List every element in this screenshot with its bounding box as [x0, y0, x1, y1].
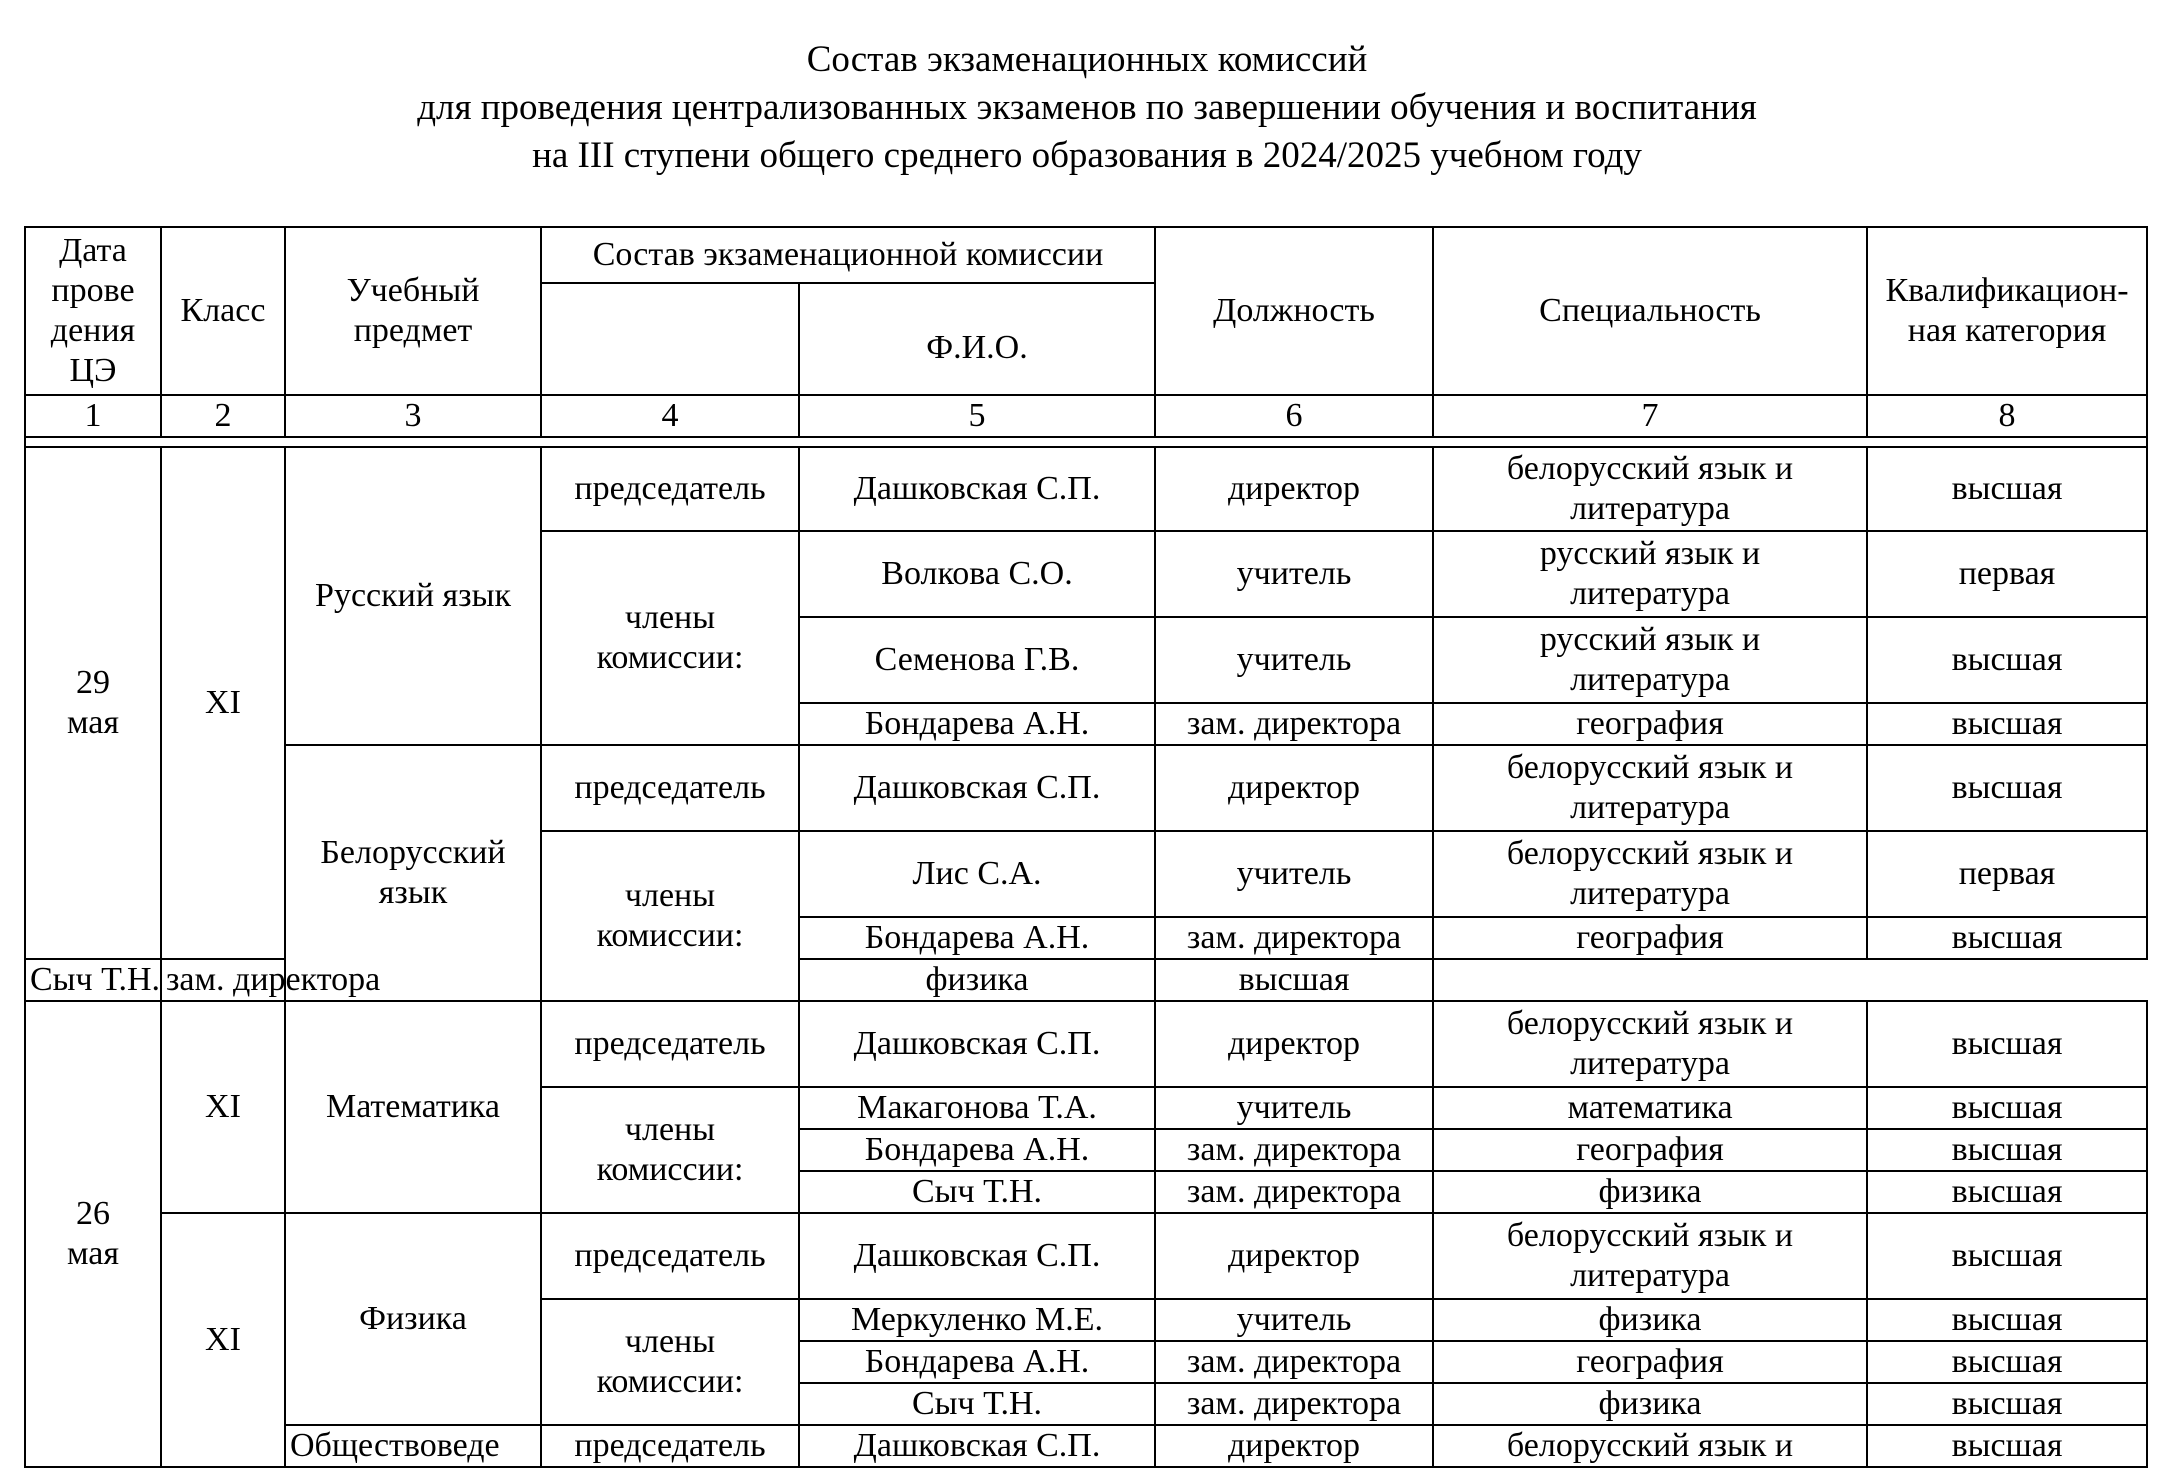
role-cell: председатель [541, 447, 799, 531]
members-label-line: члены [624, 1111, 716, 1148]
category-cell: первая [1867, 531, 2147, 617]
position-cell: учитель [1155, 1299, 1433, 1341]
category-cell: высшая [1867, 1087, 2147, 1129]
position-cell: директор [1155, 1425, 1433, 1467]
exam-date-line: мая [66, 1235, 119, 1272]
column-number: 8 [1867, 395, 2147, 437]
members-label-line: комиссии: [596, 917, 744, 954]
header-subject [285, 227, 541, 395]
specialty-cell: физика [1433, 1299, 1867, 1341]
position-cell: директор [1155, 1001, 1433, 1087]
role-cell: председатель [541, 1001, 799, 1087]
specialty-cell: белорусский язык и [1433, 1425, 1867, 1467]
category-cell: высшая [1867, 1341, 2147, 1383]
exam-date-cell [25, 447, 161, 959]
fio-cell: Сыч Т.Н. [799, 1171, 1155, 1213]
class-cell: XI [161, 1001, 285, 1213]
specialty-line: белорусский язык и [1506, 1005, 1794, 1042]
category-cell: высшая [1867, 617, 2147, 703]
header-specialty: Специальность [1433, 227, 1867, 395]
specialty-cell: физика [1433, 1171, 1867, 1213]
specialty-cell [1433, 617, 1867, 703]
members-label-line: комиссии: [596, 1151, 744, 1188]
category-cell: высшая [1867, 703, 2147, 745]
category-cell: высшая [1867, 1129, 2147, 1171]
column-numbers-row [25, 395, 2147, 437]
members-label-line: члены [624, 599, 716, 636]
specialty-cell: география [1433, 1129, 1867, 1171]
members-label-line: члены [624, 1323, 716, 1360]
fio-cell: Бондарева А.Н. [799, 703, 1155, 745]
category-cell: первая [1867, 831, 2147, 917]
specialty-line: белорусский язык и [1506, 450, 1794, 487]
specialty-line: литература [1570, 575, 1730, 612]
exam-date-cell [25, 1001, 161, 1467]
column-number: 2 [161, 395, 285, 437]
header-class: Класс [161, 227, 285, 395]
fio-cell: Дашковская С.П. [799, 745, 1155, 831]
separator-cell [25, 437, 2147, 447]
commission-row [25, 1425, 2147, 1467]
specialty-cell: физика [799, 959, 1155, 1001]
header-subject-line: предмет [353, 312, 473, 349]
position-cell: зам. директора [1155, 1341, 1433, 1383]
fio-cell: Дашковская С.П. [799, 1425, 1155, 1467]
specialty-line: белорусский язык и [1506, 1217, 1794, 1254]
header-row-1 [25, 227, 2147, 283]
role-cell: председатель [541, 1425, 799, 1467]
header-date-line: Дата [59, 232, 127, 269]
subject-cell: Обществоведе [285, 1425, 541, 1467]
column-number: 4 [541, 395, 799, 437]
position-cell: директор [1155, 1213, 1433, 1299]
category-cell: высшая [1867, 1299, 2147, 1341]
column-number: 6 [1155, 395, 1433, 437]
position-cell: зам. директора [1155, 1129, 1433, 1171]
subject-line: Белорусский [320, 834, 506, 871]
commission-row [25, 1213, 2147, 1299]
header-subject-line: Учебный [346, 272, 480, 309]
fio-cell: Сыч Т.Н. [799, 1383, 1155, 1425]
title-line-3: на III ступени общего среднего образования в 2024/2025 учебном году [532, 135, 1642, 176]
fio-cell: Сыч Т.Н. [25, 959, 161, 1001]
fio-cell: Семенова Г.В. [799, 617, 1155, 703]
category-cell: высшая [1867, 1171, 2147, 1213]
exam-date-line: мая [66, 704, 119, 741]
position-cell: зам. директора [1155, 917, 1433, 959]
members-label-line: комиссии: [596, 1363, 744, 1400]
header-date-line: прове [51, 272, 135, 309]
fio-cell: Лис С.А. [799, 831, 1155, 917]
fio-cell: Бондарева А.Н. [799, 1129, 1155, 1171]
header-commission: Состав экзаменационной комиссии [541, 227, 1155, 283]
header-category-line: ная категория [1907, 312, 2107, 349]
commission-row [25, 959, 2147, 1001]
table-body [25, 227, 2147, 1467]
specialty-line: литература [1570, 875, 1730, 912]
specialty-cell [1433, 831, 1867, 917]
specialty-line: литература [1570, 789, 1730, 826]
fio-cell: Макагонова Т.А. [799, 1087, 1155, 1129]
header-date-line: ЦЭ [69, 352, 117, 389]
category-cell: высшая [1867, 1425, 2147, 1467]
column-number: 3 [285, 395, 541, 437]
specialty-line: белорусский язык и [1506, 835, 1794, 872]
members-label-line: члены [624, 877, 716, 914]
specialty-cell: физика [1433, 1383, 1867, 1425]
position-cell: директор [1155, 745, 1433, 831]
fio-cell: Меркуленко М.Е. [799, 1299, 1155, 1341]
header-position: Должность [1155, 227, 1433, 395]
position-cell: учитель [1155, 831, 1433, 917]
position-cell: учитель [1155, 1087, 1433, 1129]
specialty-cell [1433, 1213, 1867, 1299]
column-number: 1 [25, 395, 161, 437]
commission-table [24, 226, 2148, 1468]
header-role [541, 283, 799, 395]
specialty-line: белорусский язык и [1506, 749, 1794, 786]
fio-cell: Волкова С.О. [799, 531, 1155, 617]
header-date-line: дения [50, 312, 136, 349]
header-date [25, 227, 161, 395]
title-line-1: Состав экзаменационных комиссий [806, 39, 1368, 80]
fio-cell: Бондарева А.Н. [799, 1341, 1155, 1383]
header-category-line: Квалификацион- [1885, 272, 2129, 309]
position-cell: учитель [1155, 531, 1433, 617]
class-cell: XI [161, 447, 285, 959]
members-label-cell [541, 531, 799, 745]
category-cell: высшая [1867, 1001, 2147, 1087]
specialty-line: литература [1570, 490, 1730, 527]
position-cell: директор [1155, 447, 1433, 531]
column-number: 7 [1433, 395, 1867, 437]
members-label-cell [541, 1087, 799, 1213]
header-category [1867, 227, 2147, 395]
subject-cell: Математика [285, 1001, 541, 1213]
subject-line: язык [378, 874, 448, 911]
category-cell: высшая [1867, 1213, 2147, 1299]
role-cell: председатель [541, 745, 799, 831]
position-cell: зам. директора [1155, 703, 1433, 745]
position-cell: учитель [1155, 617, 1433, 703]
category-cell: высшая [1155, 959, 1433, 1001]
commission-row [25, 447, 2147, 531]
specialty-cell [1433, 1001, 1867, 1087]
members-label-cell [541, 831, 799, 1001]
specialty-cell: математика [1433, 1087, 1867, 1129]
commission-row [25, 745, 2147, 831]
specialty-cell [1433, 531, 1867, 617]
specialty-cell: география [1433, 917, 1867, 959]
header-fio: Ф.И.О. [799, 283, 1155, 395]
members-label-cell [541, 1299, 799, 1425]
specialty-cell: география [1433, 703, 1867, 745]
specialty-cell [1433, 745, 1867, 831]
subject-cell: Физика [285, 1213, 541, 1425]
fio-cell: Дашковская С.П. [799, 1213, 1155, 1299]
category-cell: высшая [1867, 1383, 2147, 1425]
title-line-2: для проведения централизованных экзаменов по завершении обучения и воспитания [417, 87, 1757, 128]
position-cell: зам. директора [1155, 1171, 1433, 1213]
category-cell: высшая [1867, 447, 2147, 531]
specialty-line: литература [1570, 1257, 1730, 1294]
position-cell: зам. директора [161, 959, 285, 1001]
specialty-cell [1433, 447, 1867, 531]
column-number: 5 [799, 395, 1155, 437]
specialty-cell: география [1433, 1341, 1867, 1383]
role-cell: председатель [541, 1213, 799, 1299]
specialty-line: русский язык и [1539, 621, 1761, 658]
subject-cell: Русский язык [285, 447, 541, 745]
members-label-line: комиссии: [596, 639, 744, 676]
header-separator [25, 437, 2147, 447]
position-cell: зам. директора [1155, 1383, 1433, 1425]
exam-date-line: 29 [76, 664, 110, 701]
document-title [0, 36, 2174, 180]
specialty-line: литература [1570, 1045, 1730, 1082]
fio-cell: Дашковская С.П. [799, 1001, 1155, 1087]
specialty-line: русский язык и [1539, 535, 1761, 572]
fio-cell: Дашковская С.П. [799, 447, 1155, 531]
commission-row [25, 1001, 2147, 1087]
fio-cell: Бондарева А.Н. [799, 917, 1155, 959]
specialty-line: литература [1570, 661, 1730, 698]
category-cell: высшая [1867, 745, 2147, 831]
category-cell: высшая [1867, 917, 2147, 959]
exam-date-line: 26 [76, 1195, 110, 1232]
class-cell: XI [161, 1213, 285, 1467]
